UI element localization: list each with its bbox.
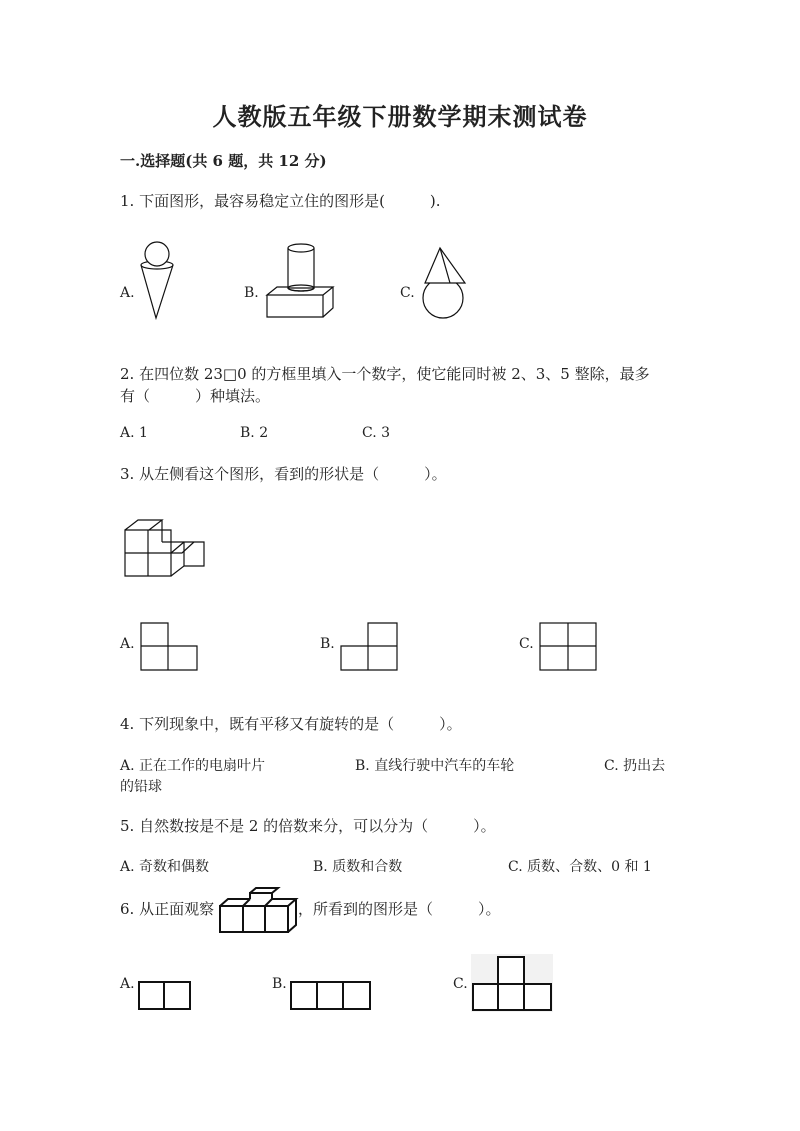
three-cube-row-icon [218, 892, 298, 934]
q1-option-b: B. [244, 285, 259, 301]
q5-option-b: B. 质数和合数 [313, 859, 403, 875]
page-title: 人教版五年级下册数学期末测试卷 [212, 102, 588, 131]
question-1-stem: 1. 下面图形，最容易稳定立住的图形是( ). [120, 192, 441, 210]
q2-option-c: C. 3 [362, 425, 391, 441]
three-squares-icon [290, 981, 372, 1011]
ball-on-cone-icon [138, 240, 178, 320]
cube-stack-icon [120, 515, 210, 580]
q5-option-c: C. 质数、合数、0 和 1 [508, 859, 652, 875]
l-shape-right-icon [340, 622, 400, 672]
q2-option-a: A. 1 [120, 425, 148, 441]
q4-option-c: C. 扔出去 [604, 758, 666, 774]
q6-option-b: B. [272, 976, 287, 992]
question-2-stem-line1: 2. 在四位数 23□0 的方框里填入一个数字，使它能同时被 2、3、5 整除，最多 [120, 365, 650, 383]
cone-on-ball-icon [420, 245, 470, 320]
two-squares-icon [138, 981, 193, 1011]
q6-option-a: A. [120, 976, 135, 992]
cylinder-on-box-icon [265, 240, 337, 320]
question-3-stem: 3. 从左侧看这个图形，看到的形状是（ ）。 [120, 465, 447, 483]
question-4-stem: 4. 下列现象中，既有平移又有旋转的是（ ）。 [120, 715, 462, 733]
q6-option-c: C. [453, 976, 468, 992]
q1-option-a: A. [120, 285, 135, 301]
q5-option-a: A. 奇数和偶数 [120, 859, 210, 875]
question-6-stem-before: 6. 从正面观察 [120, 900, 215, 918]
l-shape-left-icon [140, 622, 200, 672]
q2-option-b: B. 2 [240, 425, 269, 441]
q4-option-b: B. 直线行驶中汽车的车轮 [355, 758, 515, 774]
q3-option-b: B. [320, 636, 335, 652]
q4-option-c-continued: 的铅球 [120, 779, 162, 795]
q3-option-c: C. [519, 636, 534, 652]
q3-option-a: A. [120, 636, 135, 652]
section-heading: 一.选择题(共 6 题，共 12 分) [120, 152, 327, 170]
question-6-stem-after: ，所看到的图形是（ ）。 [298, 900, 501, 918]
square-2x2-icon [539, 622, 599, 672]
t-shape-icon [471, 954, 553, 1012]
question-5-stem: 5. 自然数按是不是 2 的倍数来分，可以分为（ ）。 [120, 817, 496, 835]
question-2-stem-line2: 有（ ）种填法。 [120, 387, 271, 405]
q4-option-a: A. 正在工作的电扇叶片 [120, 758, 266, 774]
q1-option-c: C. [400, 285, 415, 301]
